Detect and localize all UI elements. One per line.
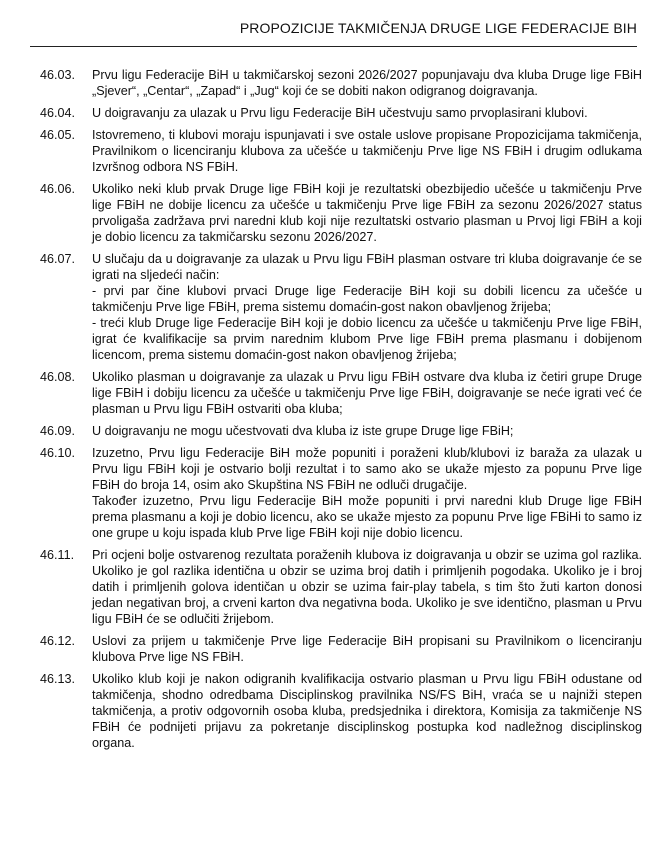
article-item [40,127,642,175]
article-item [40,251,642,363]
article-item [40,181,642,245]
article-number: 46.12. [40,634,76,648]
article-number: 46.13. [40,672,76,686]
article-item [40,671,642,751]
article-paragraph: Istovremeno, ti klubovi moraju ispunjavati i sve ostale uslove propisane Propozicijama takmičenja, Pravilnikom o licenciranju klubova za učešće u takmičenju Prve lige NS FBiH i drugim odlukama Izvršnog odbora NS FBiH. [92,128,642,174]
article-item [40,547,642,627]
article-paragraph: Ukoliko klub koji je nakon odigranih kvalifikacija ostvario plasman u Prvu ligu FBiH odustane od takmičenja, shodno odredbama Disciplinskog pravilnika NS/FS BiH, vraća se u najniži stepen takmičenja, a protiv odgovornih osoba kluba, predsjednika i direktora, Komisija za takmičenje NS FBiH će podnijeti prijavu za pokretanje disciplinskog postupka kod nadležnog disciplinskog organa. [92,672,642,750]
article-paragraph: Pri ocjeni bolje ostvarenog rezultata poraženih klubova iz doigravanja u obzir se uzima gol razlika. Ukoliko je gol razlika identična u obzir se uzima broj datih i primljenih pogodaka. Ukoliko je i broj datih i primljenih golova identičan u obzir se uzima fair-play tabela, s tim što žuti karton donosi jedan negativan broj, a crveni karton dva negativna boda. Ukoliko je sve identično, plasman u Prvu ligu FBiH će se odlučiti žrijebom. [92,548,642,626]
article-paragraph: - treći klub Druge lige Federacije BiH koji je dobio licencu za učešće u takmičenju Prve lige FBiH, igrat će kvalifikacije sa prvim narednim klubom Prve lige FBiH prema plasmanu i dobijenom licencom, prema sistemu domaćin-gost nakon obavljenog žrijeba; [92,316,642,362]
article-text [92,423,642,439]
article-text [92,127,642,175]
article-paragraph: Također izuzetno, Prvu ligu Federacije BiH može popuniti i prvi naredni klub Druge lige FBiH prema plasmanu a koji je dobio licencu, ako se ukaže mjesto za popunu Prve lige FBiHi to samo iz one grupe u koju ispada klub Prve lige FBiH koji nije dobio licencu. [92,494,642,540]
article-number: 46.08. [40,370,76,384]
article-number: 46.06. [40,182,76,196]
article-number: 46.03. [40,68,76,82]
article-paragraph: U doigravanju ne mogu učestvovati dva kluba iz iste grupe Druge lige FBiH; [92,424,514,438]
article-item [40,369,642,417]
article-list [40,67,642,757]
article-item [40,633,642,665]
article-text [92,445,642,541]
page-header [30,16,637,47]
article-number: 46.05. [40,128,76,142]
article-item [40,67,642,99]
article-paragraph: U slučaju da u doigravanje za ulazak u Prvu ligu FBiH plasman ostvare tri kluba doigravanje će se igrati na sljedeći način: [92,252,642,282]
article-text [92,251,642,363]
article-paragraph: Ukoliko plasman u doigravanje za ulazak u Prvu ligu FBiH ostvare dva kluba iz četiri grupe Druge lige FBiH i dobiju licencu za učešće u takmičenju Prve lige FBiH, doigravanje se neće igrati već će plasman u Prvu ligu FBiH ostvariti oba kluba; [92,370,642,416]
article-paragraph: Izuzetno, Prvu ligu Federacije BiH može popuniti i poraženi klub/klubovi iz baraža za ulazak u Prvu ligu FBiH koji je ostvario bolji rezultat i to samo ako se ukaže mjesto za popunu Prve lige FBiH do broja 14, osim ako Skupština NS FBiH ne odluči drugačije. [92,446,642,492]
article-text [92,547,642,627]
article-number: 46.04. [40,106,76,120]
article-text [92,671,642,751]
article-paragraph: Uslovi za prijem u takmičenje Prve lige Federacije BiH propisani su Pravilnikom o licenciranju klubova Prve lige NS FBiH. [92,634,642,664]
article-text [92,67,642,99]
article-item [40,423,642,439]
article-item [40,445,642,541]
article-text [92,105,642,121]
article-paragraph: U doigravanju za ulazak u Prvu ligu Federacije BiH učestvuju samo prvoplasirani klubovi. [92,106,588,120]
article-text [92,633,642,665]
article-paragraph: - prvi par čine klubovi prvaci Druge lige Federacije BiH koji su dobili licencu za učešće u takmičenju Prve lige FBiH, prema sistemu domaćin-gost nakon obavljenog žrijeba; [92,284,642,314]
article-number: 46.09. [40,424,76,438]
article-paragraph: Prvu ligu Federacije BiH u takmičarskoj sezoni 2026/2027 popunjavaju dva kluba Druge lige FBiH „Sjever“, „Centar“, „Zapad“ i „Jug“ koji će se dobiti nakon odigranog doigravanja. [92,68,642,98]
article-number: 46.07. [40,252,76,266]
article-number: 46.11. [40,548,75,562]
article-number: 46.10. [40,446,76,460]
article-item [40,105,642,121]
header-title: PROPOZICIJE TAKMIČENJA DRUGE LIGE FEDERACIJE BIH [239,20,637,36]
article-text [92,181,642,245]
article-text [92,369,642,417]
article-paragraph: Ukoliko neki klub prvak Druge lige FBiH koji je rezultatski obezbijedio učešće u takmičenju Prve lige FBiH ne dobije licencu za učešće u takmičenju Prve lige FBiH za sezonu 2026/2027 status prvoligaša zadržava prvi naredni klub koji nije rezultatski ostvario plasman u Prvoj ligi FBiH a koji je dobio licencu za takmičarsku sezonu 2026/2027. [92,182,642,244]
